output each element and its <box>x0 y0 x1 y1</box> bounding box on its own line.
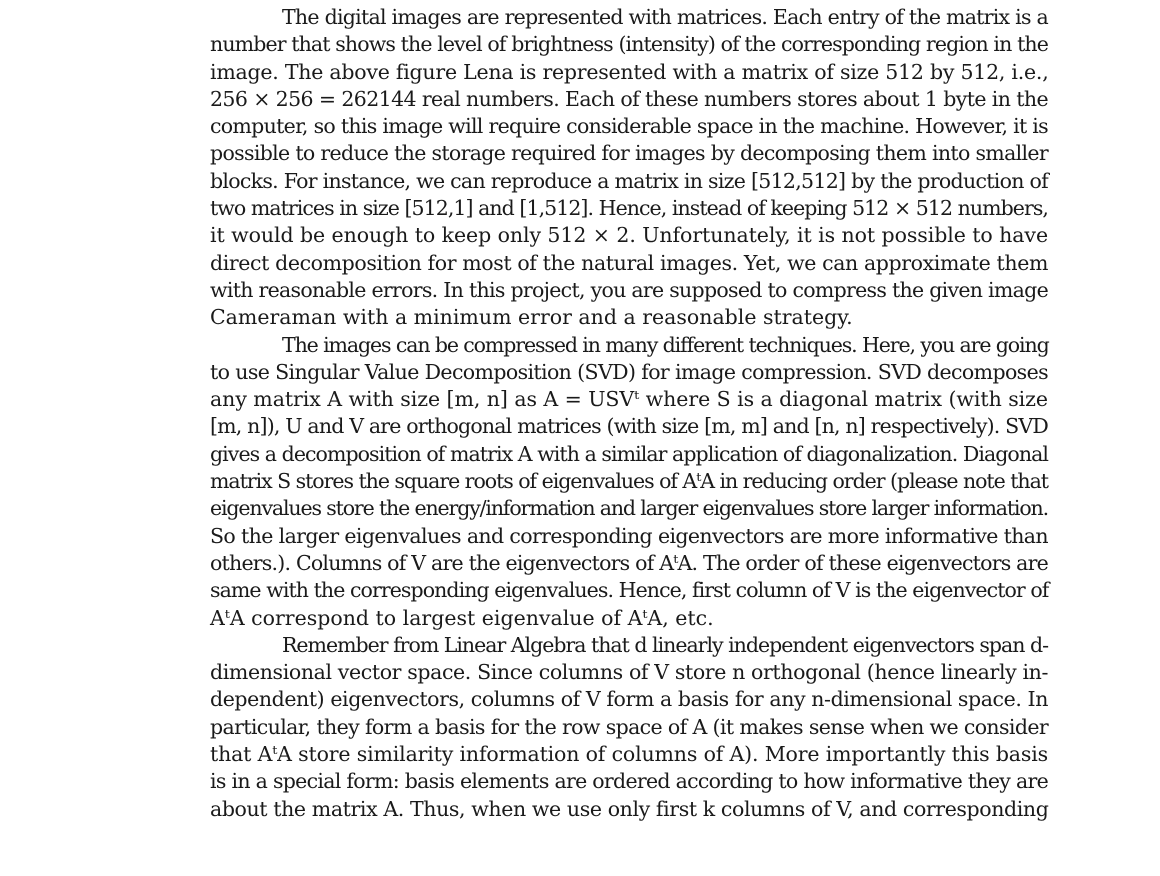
text-line: dependent) eigenvectors, columns of V form a basis for any n-dimensional space. In <box>210 687 1048 712</box>
paragraph-svd <box>210 332 1048 632</box>
text-line: possible to reduce the storage required for images by decomposing them into smaller <box>210 141 1048 166</box>
text-line: matrix S stores the square roots of eigenvalues of AᵗA in reducing order (please note that <box>210 469 1048 494</box>
text-line: [m, n]), U and V are orthogonal matrices (with size [m, m] and [n, n] respectively). SVD <box>210 414 1048 439</box>
text-line: two matrices in size [512,1] and [1,512]. Hence, instead of keeping 512 × 512 numbers, <box>210 196 1048 221</box>
text-line: blocks. For instance, we can reproduce a matrix in size [512,512] by the production of <box>210 168 1048 193</box>
text-line: dimensional vector space. Since columns of V store n orthogonal (hence linearly in- <box>210 660 1048 685</box>
body-text <box>210 4 1048 823</box>
paragraph-intro <box>210 4 1048 332</box>
paragraph-linear-algebra <box>210 632 1048 823</box>
text-line: gives a decomposition of matrix A with a similar application of diagonalization. Diagonal <box>210 441 1048 466</box>
text-line: about the matrix A. Thus, when we use only first k columns of V, and corresponding <box>210 796 1049 821</box>
text-line: is in a special form: basis elements are ordered according to how informative they are <box>210 769 1048 794</box>
text-line: The digital images are represented with matrices. Each entry of the matrix is a <box>282 5 1048 29</box>
text-line: number that shows the level of brightness (intensity) of the corresponding region in the <box>210 32 1048 57</box>
text-line: AᵗA correspond to largest eigenvalue of AᵗA, etc. <box>210 605 714 630</box>
text-line: So the larger eigenvalues and corresponding eigenvectors are more informative than <box>210 523 1048 548</box>
text-line: same with the corresponding eigenvalues. Hence, first column of V is the eigenvector of <box>210 578 1049 603</box>
text-line: eigenvalues store the energy/information and larger eigenvalues store larger information. <box>210 496 1048 521</box>
text-line: others.). Columns of V are the eigenvectors of AᵗA. The order of these eigenvectors are <box>210 550 1048 575</box>
text-line: with reasonable errors. In this project, you are supposed to compress the given image <box>210 277 1048 302</box>
text-line: image. The above figure Lena is represented with a matrix of size 512 by 512, i.e., <box>210 59 1049 84</box>
text-line: that AᵗA store similarity information of columns of A). More importantly this basis <box>210 742 1048 767</box>
text-line: The images can be compressed in many different techniques. Here, you are going <box>282 332 1049 357</box>
text-line: computer, so this image will require considerable space in the machine. However, it is <box>210 114 1048 139</box>
text-line: particular, they form a basis for the row space of A (it makes sense when we consider <box>210 714 1048 739</box>
text-line: any matrix A with size [m, n] as A = USVᵗ where S is a diagonal matrix (with size <box>210 387 1048 412</box>
text-line: Cameraman with a minimum error and a reasonable strategy. <box>210 305 853 330</box>
text-line: to use Singular Value Decomposition (SVD) for image compression. SVD decomposes <box>210 359 1048 384</box>
text-line: direct decomposition for most of the natural images. Yet, we can approximate them <box>210 250 1048 275</box>
text-line: 256 × 256 = 262144 real numbers. Each of these numbers stores about 1 byte in the <box>210 86 1048 111</box>
text-line: it would be enough to keep only 512 × 2. Unfortunately, it is not possible to have <box>210 223 1049 248</box>
text-line: Remember from Linear Algebra that d linearly independent eigenvectors span d- <box>282 632 1048 657</box>
